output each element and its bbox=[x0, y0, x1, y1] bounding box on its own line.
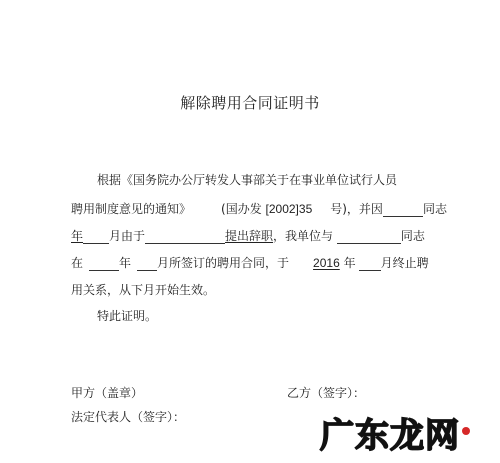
text: 年 bbox=[71, 229, 84, 243]
legal-rep-label: 法定代表人（签字）： bbox=[71, 410, 186, 424]
text: 在 bbox=[71, 256, 84, 270]
document-title: 解除聘用合同证明书 bbox=[180, 94, 320, 112]
doc-number: [2002]35 bbox=[265, 202, 313, 216]
paragraph-line-4 bbox=[71, 255, 429, 271]
text: 同志 bbox=[400, 229, 425, 243]
text: 年 bbox=[119, 256, 132, 270]
certify-line bbox=[97, 308, 157, 324]
text: ，我单位与 bbox=[273, 229, 334, 243]
year-blank bbox=[89, 257, 119, 271]
party-b-label: 乙方（签字）： bbox=[287, 386, 366, 400]
site-watermark-logo bbox=[320, 408, 470, 457]
text: 月所签订的聘用合同，于 bbox=[157, 256, 290, 270]
text: (国办发 bbox=[221, 202, 262, 216]
text: 同志 bbox=[422, 202, 447, 216]
text: 聘用制度意见的通知》 bbox=[71, 202, 192, 216]
text: 月由于 bbox=[109, 229, 146, 243]
reason-blank bbox=[145, 230, 225, 244]
text: 号)，并因 bbox=[330, 202, 383, 216]
text: 月终止聘 bbox=[380, 256, 429, 270]
month-blank bbox=[359, 257, 381, 271]
paragraph-line-1 bbox=[97, 172, 397, 188]
watermark-dot-icon bbox=[462, 427, 470, 435]
paragraph-line-2 bbox=[71, 201, 447, 217]
name-blank bbox=[337, 230, 401, 244]
text: 提出辞职 bbox=[225, 229, 274, 243]
year-blank bbox=[83, 230, 109, 244]
paragraph-line-3 bbox=[71, 228, 425, 244]
text: 用关系，从下月开始生效。 bbox=[71, 283, 216, 297]
watermark-text: 广东龙网 bbox=[320, 416, 460, 456]
year-value: 2016 bbox=[313, 256, 340, 270]
party-a-label: 甲方（盖章） bbox=[71, 386, 144, 400]
text: 根据《国务院办公厅转发人事部关于在事业单位试行人员 bbox=[97, 173, 398, 187]
paragraph-line-5 bbox=[71, 282, 215, 298]
month-blank bbox=[137, 257, 157, 271]
text: 年 bbox=[343, 256, 356, 270]
name-blank bbox=[383, 203, 423, 217]
text: 特此证明。 bbox=[97, 309, 158, 323]
